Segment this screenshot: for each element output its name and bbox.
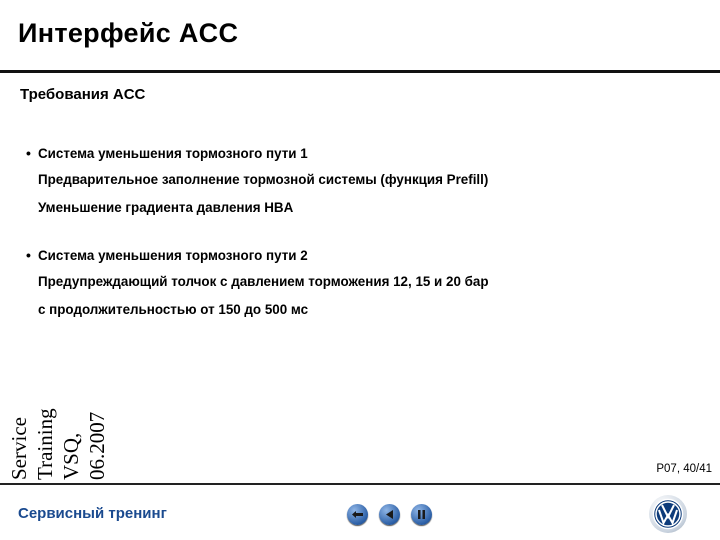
vertical-caption-line: Service (7, 417, 31, 480)
title-divider (0, 70, 720, 73)
bullet-list (26, 146, 686, 330)
bullet-label: Система уменьшения тормозного пути 1 (38, 146, 308, 161)
back-arrow-icon (384, 509, 395, 520)
bullet-subline (26, 274, 686, 302)
bullet-item (26, 248, 686, 274)
pause-icon (416, 509, 427, 520)
bullet-icon: • (26, 145, 31, 161)
return-button[interactable] (347, 504, 368, 525)
bullet-subline-text: Предупреждающий толчок с давлением торможения 12, 15 и 20 бар (38, 274, 489, 289)
vertical-caption-line: 06.2007 (85, 411, 109, 480)
page-number: P07, 40/41 (656, 463, 712, 475)
slide-title: Интерфейс ACC (18, 18, 239, 48)
bullet-subline (26, 172, 686, 200)
footer-title: Сервисный тренинг (18, 505, 167, 522)
bullet-subline (26, 200, 686, 228)
bullet-subline-text: Предварительное заполнение тормозной системы (функция Prefill) (38, 172, 489, 187)
return-icon (351, 509, 364, 520)
vw-logo-icon (652, 498, 684, 530)
bullet-icon: • (26, 247, 31, 263)
vertical-caption-line: VSQ, (59, 432, 83, 480)
bullet-subline-text: Уменьшение градиента давления HBA (38, 200, 294, 215)
back-button[interactable] (379, 504, 400, 525)
vertical-caption-line: Training (33, 408, 57, 480)
vw-logo (649, 495, 687, 533)
bullet-subline-text: с продолжительностью от 150 до 500 мс (38, 302, 309, 317)
footer-divider (0, 483, 720, 485)
vertical-caption (6, 320, 126, 480)
bullet-item (26, 146, 686, 172)
slide-subtitle: Требования ACC (20, 86, 146, 103)
bullet-label: Система уменьшения тормозного пути 2 (38, 248, 308, 263)
pause-button[interactable] (411, 504, 432, 525)
